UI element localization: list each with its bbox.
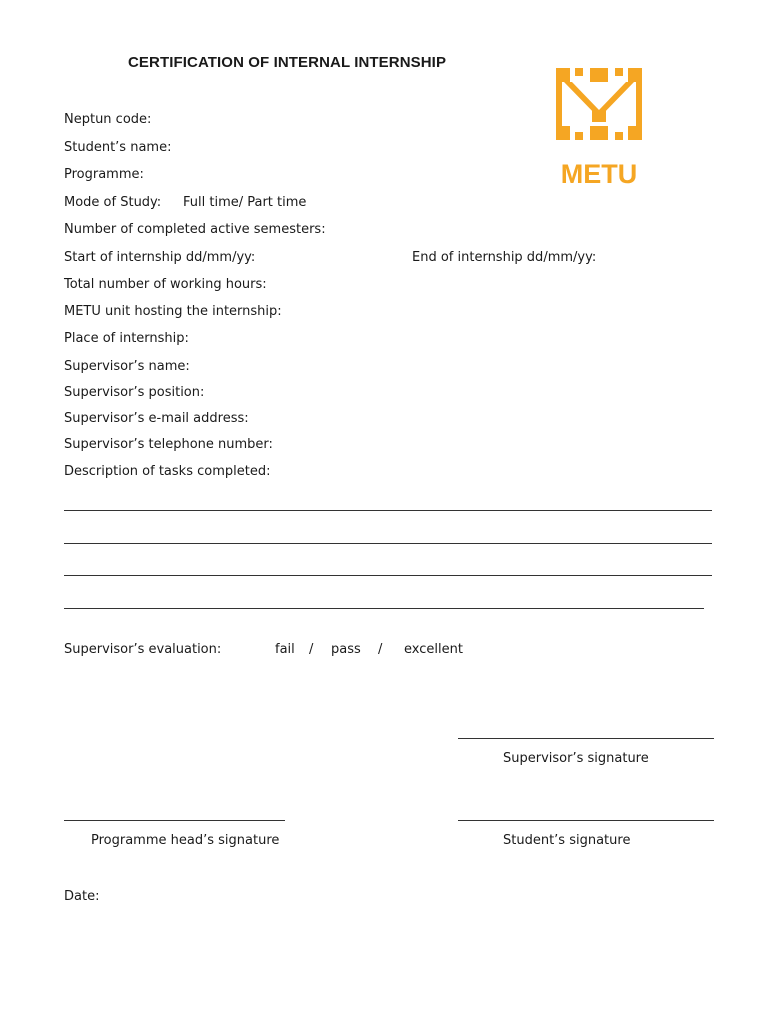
supervisor-evaluation-label: Supervisor’s evaluation: (64, 642, 222, 657)
supervisor-signature-line (458, 738, 714, 739)
evaluation-separator: / (378, 642, 383, 657)
supervisor-position-label: Supervisor’s position: (64, 385, 205, 400)
place-of-internship-label: Place of internship: (64, 331, 189, 346)
supervisor-telephone-label: Supervisor’s telephone number: (64, 437, 273, 452)
metu-logo-text: METU (560, 159, 638, 186)
neptun-code-label: Neptun code: (64, 112, 152, 127)
task-description-label: Description of tasks completed: (64, 464, 271, 479)
page-title: CERTIFICATION OF INTERNAL INTERNSHIP (128, 54, 447, 71)
description-line-4 (64, 608, 704, 609)
working-hours-label: Total number of working hours: (64, 277, 267, 292)
description-line-1 (64, 510, 712, 511)
mode-of-study-options: Full time/ Part time (183, 195, 307, 210)
start-of-internship-label: Start of internship dd/mm/yy: (64, 250, 256, 265)
semesters-label: Number of completed active semesters: (64, 222, 326, 237)
student-signature-line (458, 820, 714, 821)
end-of-internship-label: End of internship dd/mm/yy: (412, 250, 597, 265)
programme-head-signature-label: Programme head’s signature (91, 833, 280, 848)
date-label: Date: (64, 889, 100, 904)
programme-label: Programme: (64, 167, 144, 182)
evaluation-option-excellent: excellent (404, 642, 463, 657)
hosting-unit-label: METU unit hosting the internship: (64, 304, 282, 319)
student-name-label: Student’s name: (64, 140, 172, 155)
evaluation-option-pass: pass (331, 642, 361, 657)
description-line-3 (64, 575, 712, 576)
mode-of-study-label: Mode of Study: (64, 195, 162, 210)
programme-head-signature-line (64, 820, 285, 821)
supervisor-name-label: Supervisor’s name: (64, 359, 190, 374)
description-line-2 (64, 543, 712, 544)
metu-logo (556, 66, 642, 186)
evaluation-option-fail: fail (275, 642, 295, 657)
evaluation-separator: / (309, 642, 314, 657)
supervisor-email-label: Supervisor’s e-mail address: (64, 411, 249, 426)
metu-logo-mark (556, 68, 642, 140)
supervisor-signature-label: Supervisor’s signature (503, 751, 649, 766)
student-signature-label: Student’s signature (503, 833, 631, 848)
